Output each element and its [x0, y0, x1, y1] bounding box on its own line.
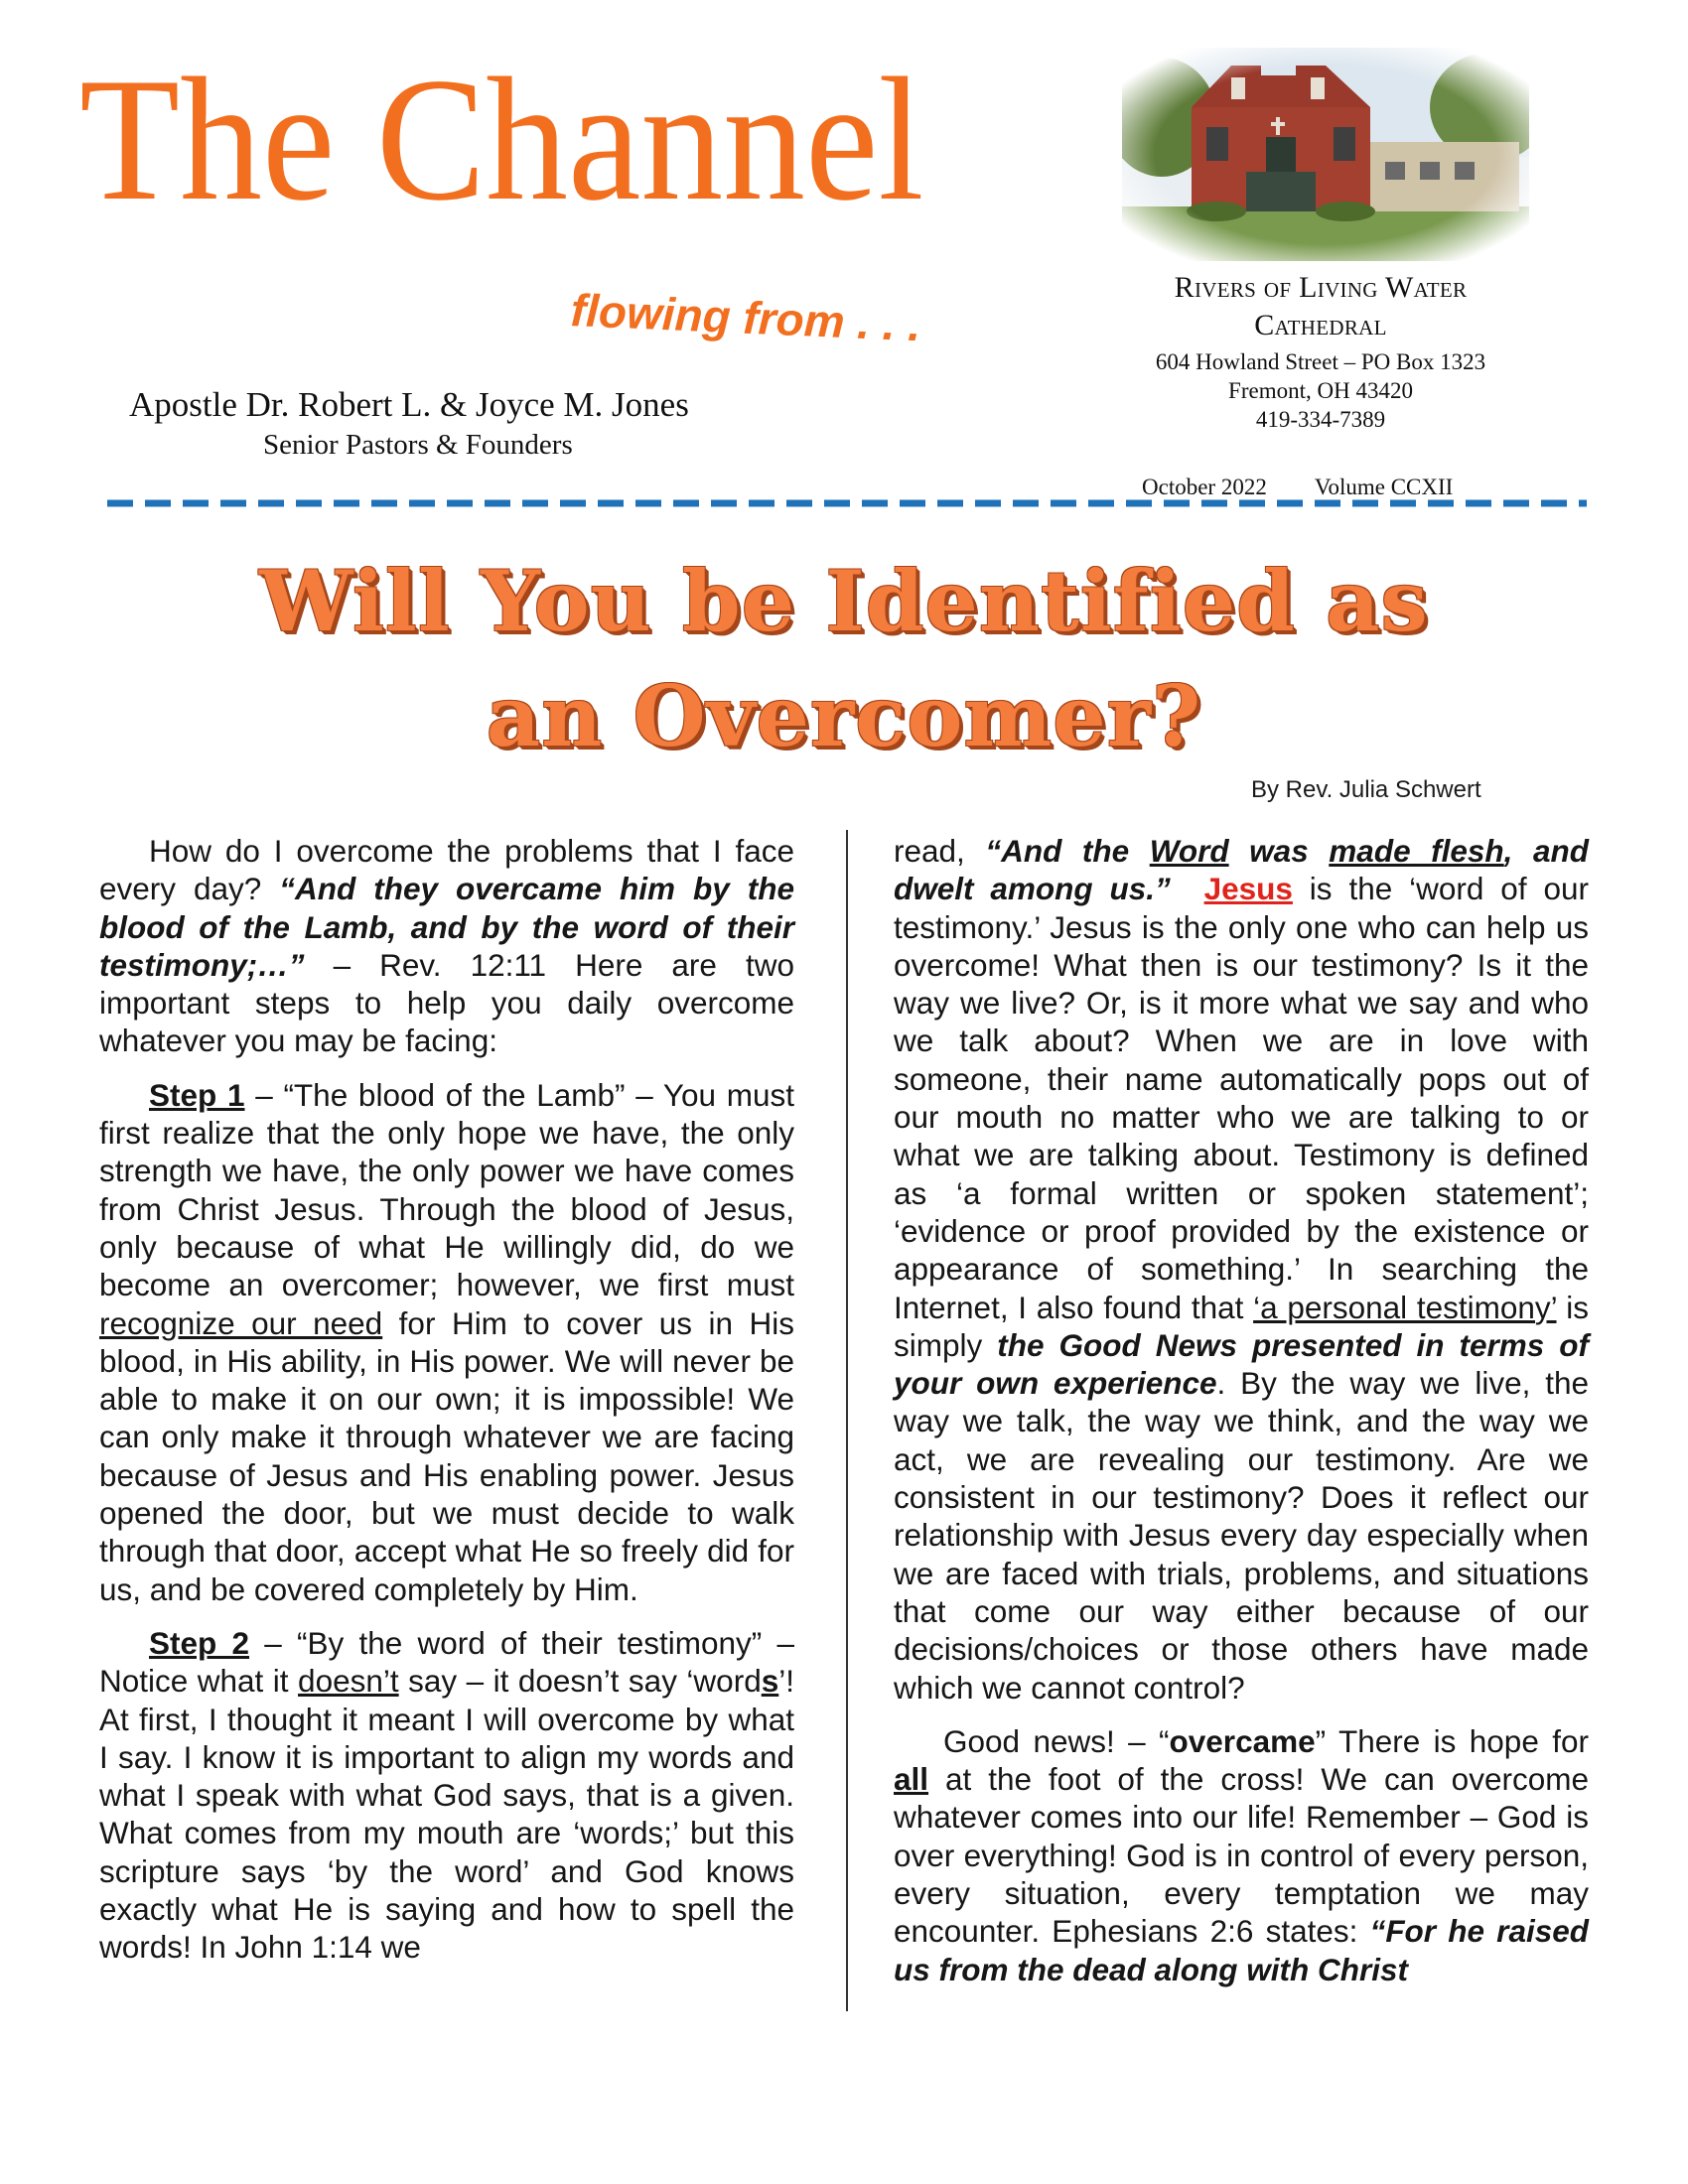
- issue-info: [1142, 475, 1453, 500]
- senior-pastors-names: Apostle Dr. Robert L. & Joyce M. Jones: [129, 385, 689, 424]
- scripture-quote: “And they overcame him by the blood of the Lamb, and by the word of their testimony;…”: [99, 871, 794, 983]
- paragraph-intro: How do I overcome the problems that I face every day? “And they overcame him by the blood of the Lamb, and by the word of their testimony;…” – Rev. 12:11 Here are two important steps to help you daily overcome whatever you may be facing:: [99, 833, 794, 1059]
- paragraph-step-1: Step 1 – “The blood of the Lamb” – You must first realize that the only hope we have, the only strength we have, the only power we have comes from Christ Jesus. Through the blood of Jesus, only because of what He willingly did, do we become an overcomer; however, we first must recognize our need for Him to cover us in His blood, in His ability, in His power. We will never be able to make it on our own; it is impossible! We can only make it through whatever we are facing because of Jesus and His enabling power. Jesus opened the door, but we must decide to walk through that door, accept what He so freely did for us, and be covered completely by Him.: [99, 1076, 795, 1607]
- headline-line-2: an Overcomer?: [486, 667, 1202, 765]
- church-name-line2: Cathedral: [1254, 309, 1387, 341]
- church-address-street: 604 Howland Street – PO Box 1323: [1155, 349, 1486, 374]
- paragraph-good-news: Good news! – “overcame” There is hope for all at the foot of the cross! We can overcome whatever comes into our life! Remember – God is over everything! God is in control of every person, every situation, every temptation we may encounter. Ephesians 2:6 states: “For he raised us from the dead along with Christ: [894, 1722, 1589, 1987]
- article-headline: [139, 544, 1549, 774]
- church-phone: 419-334-7389: [1255, 407, 1386, 432]
- church-name-line1: Rivers of Living Water: [1174, 271, 1468, 304]
- newsletter-title: The Channel: [79, 41, 924, 237]
- header-divider: [107, 498, 1587, 508]
- article-byline: By Rev. Julia Schwert: [1251, 776, 1481, 803]
- headline-line-1: Will You be Identified as: [259, 552, 1429, 650]
- issue-volume: Volume CCXII: [1314, 475, 1454, 499]
- paragraph-step-2: Step 2 – “By the word of their testimony” – Notice what it doesn’t say – it doesn’t say ‘words’! At first, I thought it meant I will overcome by what I say. I know it is important to align my words and what I speak with what God says, that is a given. What comes from my mouth are ‘words;’ but this scripture says ‘by the word’ and God knows exactly what He is saying and how to spell the words! In John 1:14 we: [99, 1624, 795, 1966]
- step-1-label: Step 1: [149, 1076, 245, 1113]
- jesus-emphasis: Jesus: [1203, 871, 1293, 907]
- step-2-label: Step 2: [149, 1624, 250, 1661]
- article-column-right: [894, 832, 1589, 2004]
- church-building-photo: [1122, 48, 1529, 261]
- church-address-city: Fremont, OH 43420: [1228, 378, 1413, 403]
- church-info: [1082, 266, 1559, 434]
- column-divider: [846, 830, 848, 2011]
- paragraph-testimony: read, “And the Word was made flesh, and dwelt among us.” Jesus is the ‘word of our testimony.’ Jesus is the only one who can help us overcome! What then is our testimony? Is it the way we live? Or, is it more what we say and who we talk about? When we are in love with someone, their name automatically pops out of our mouth no matter who we are talking to or what we are talking about. Testimony is defined as ‘a formal written or spoken statement’; ‘evidence or proof provided by the existence or appearance of something.’ In searching the Internet, I also found that ‘a personal testimony’ is simply the Good News presented in terms of your own experience. By the way we live, the way we talk, the way we think, and the way we act, we are revealing our testimony. Are we consistent in our testimony? Does it reflect our relationship with Jesus every day especially when we are faced with trials, problems, and situations that come our way either because of our decisions/choices or those others have made which we cannot control?: [894, 833, 1589, 1706]
- issue-date: October 2022: [1142, 475, 1267, 499]
- senior-pastors-role: Senior Pastors & Founders: [263, 429, 573, 461]
- article-column-left: [99, 832, 794, 1982]
- newsletter-tagline: flowing from . . .: [569, 284, 922, 351]
